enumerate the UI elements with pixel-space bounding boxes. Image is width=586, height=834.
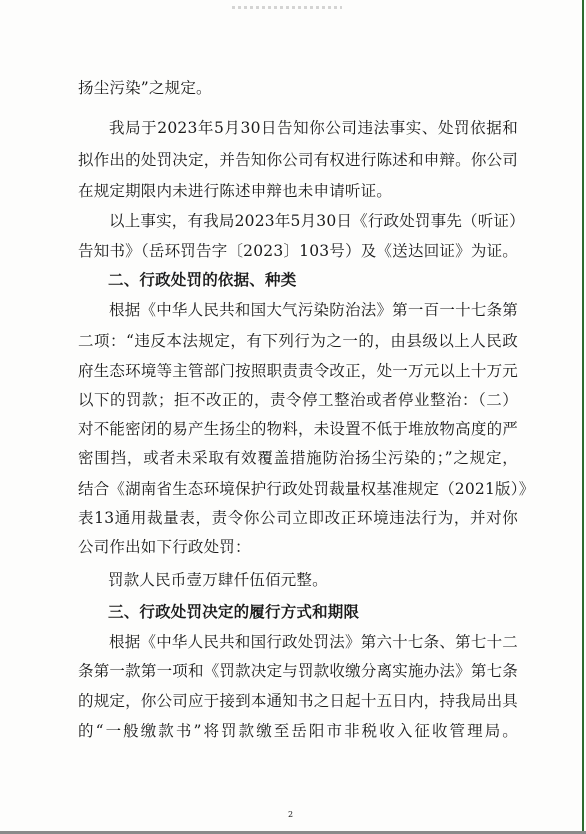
text-line-15: 表13通用裁量表，责令你公司立即改正环境违法行为，并对你 [78,509,518,527]
text-line-12: 对不能密闭的易产生扬尘的物料，未设置不低于堆放物高度的严 [78,420,518,438]
text-line-19: 根据《中华人民共和国行政处罚法》第六十七条、第七十二 [109,633,518,651]
page-edge-right [582,0,584,834]
text-line-3: 拟作出的处罚决定，并告知你公司有权进行陈述和申辩。你公司 [78,151,518,169]
text-line-2: 我局于2023年5月30日告知你公司违法事实、处罚依据和 [109,119,518,137]
text-line-4: 在规定期限内未进行陈述申辩也未申请听证。 [78,182,393,200]
text-line-10: 府生态环境等主管部门按照职责责令改正，处一万元以上十万元 [78,362,518,380]
scan-artifact [232,6,342,9]
section-heading-2: 二、行政处罚的依据、种类 [108,271,297,289]
text-line-8: 根据《中华人民共和国大气污染防治法》第一百一十七条第 [109,301,518,319]
text-line-6: 告知书》（岳环罚告字〔2023〕103号）及《送达回证》为证。 [78,242,518,260]
text-line-14: 结合《湖南省生态环境保护行政处罚裁量权基准规定（2021版）》 [78,480,535,498]
section-heading-3: 三、行政处罚决定的履行方式和期限 [108,603,360,621]
text-line-20: 条第一款第一项和《罚款决定与罚款收缴分离实施办法》第七条 [78,662,518,680]
text-line-16: 公司作出如下行政处罚： [78,538,251,556]
text-line-11: 以下的罚款；拒不改正的，责令停工整治或者停业整治：（二） [78,391,518,409]
text-line-5: 以上事实，有我局2023年5月30日《行政处罚事先（听证） [109,212,525,230]
text-line-21: 的规定，你公司应于接到本通知书之日起十五日内，持我局出具 [78,692,518,710]
text-line-13: 密围挡，或者未采取有效覆盖措施防治扬尘污染的；”之规定， [78,449,518,467]
fine-amount-line: 罚款人民币壹万肆仟伍佰元整。 [108,571,328,589]
text-line-22: 的“一般缴款书”将罚款缴至岳阳市非税收入征收管理局。 [78,722,518,740]
text-line-1: 扬尘污染”之规定。 [78,79,212,97]
text-line-9: 二项：“违反本法规定，有下列行为之一的，由县级以上人民政 [78,332,518,350]
page-number: 2 [288,810,294,819]
